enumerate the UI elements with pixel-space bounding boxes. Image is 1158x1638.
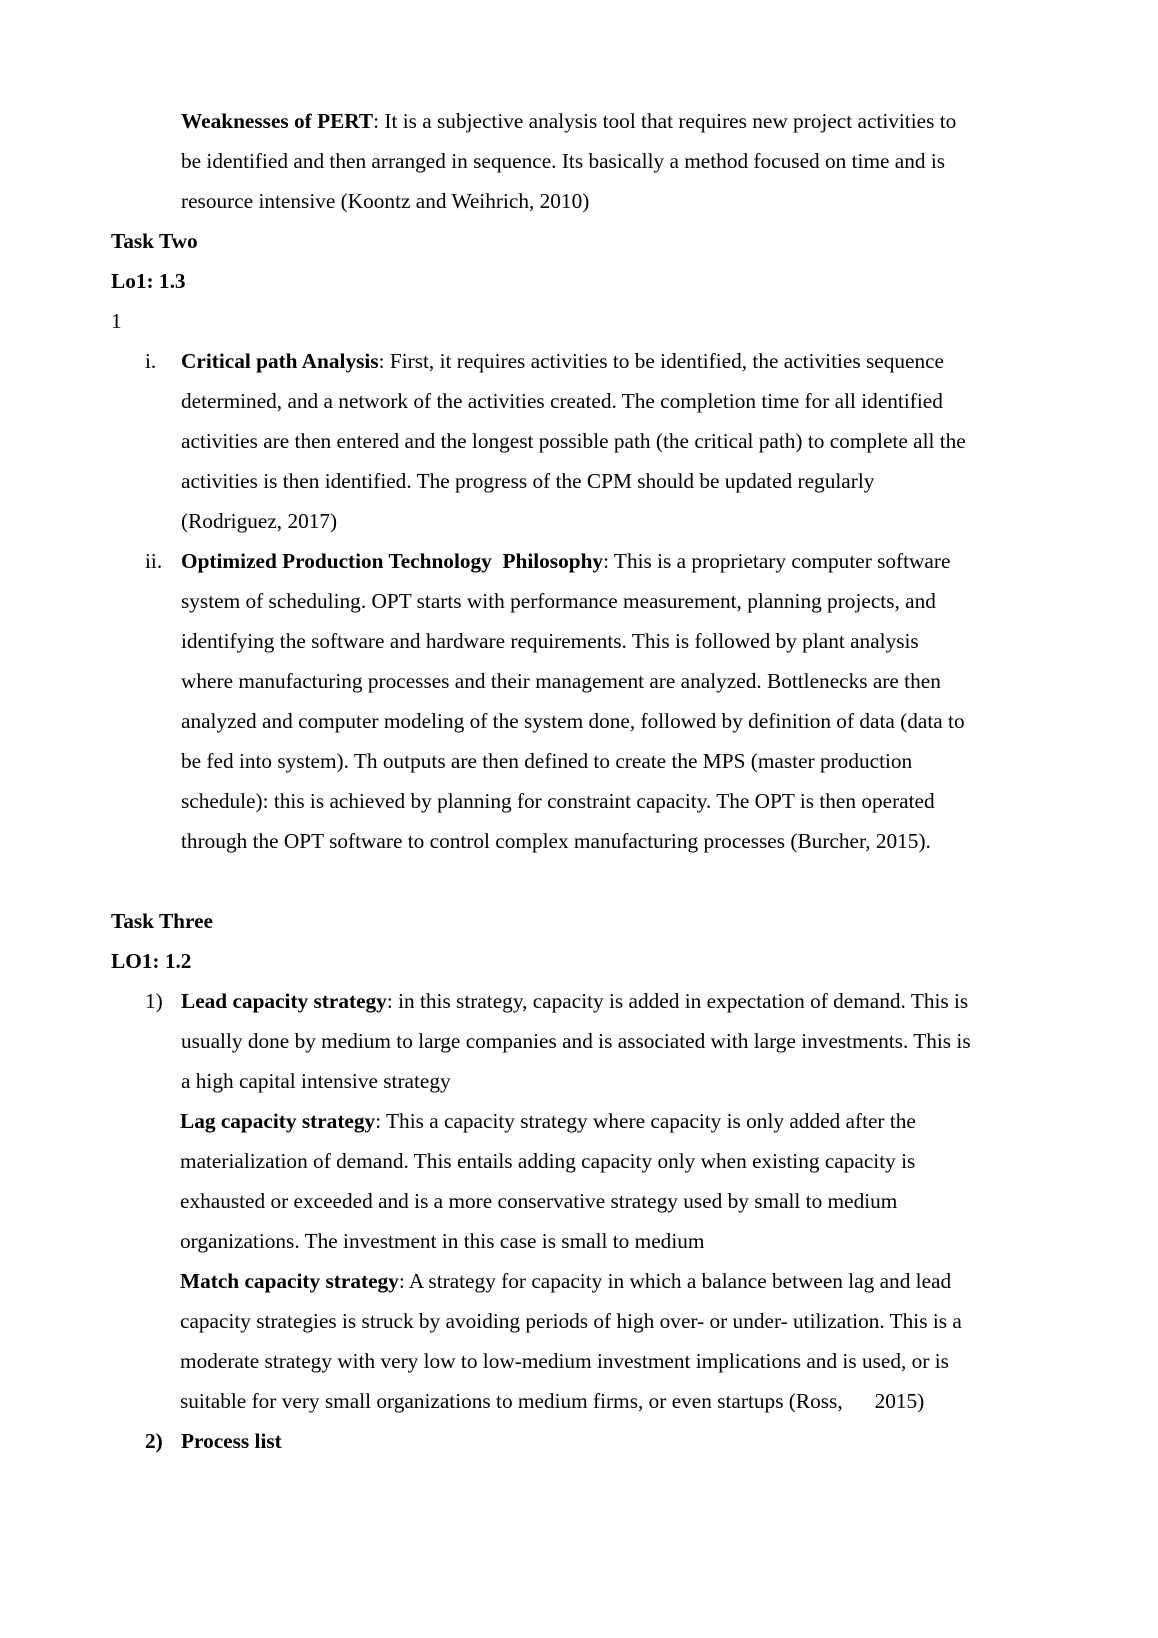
item-ii-line-5: analyzed and computer modeling of the system done, followed by definition of data (data to [181,709,965,733]
match-text-1: : A strategy for capacity in which a balance between lag and lead [398,1269,952,1293]
match-label: Match capacity strategy [180,1269,399,1293]
lead-label: Lead capacity strategy [181,989,387,1013]
item-i-label: Critical path Analysis [181,349,379,373]
task-three-lo-text: LO1: 1.2 [111,949,192,973]
item-1-marker: 1) [145,989,163,1013]
item-ii-line-1 [181,551,950,572]
pert-line-3: resource intensive (Koontz and Weihrich, 2010) [181,189,590,213]
match-line-1 [180,1271,951,1292]
item-i-marker: i. [145,349,157,373]
task-two-number: 1 [111,309,122,333]
lag-label: Lag capacity strategy [180,1109,376,1133]
task-two-lo [111,271,186,292]
item-ii-line-8: through the OPT software to control complex manufacturing processes (Burcher, 2015). [181,829,931,853]
item-i-text-1: : First, it requires activities to be identified, the activities sequence [378,349,945,373]
item-ii-line-7: schedule): this is achieved by planning for constraint capacity. The OPT is then operated [181,789,935,813]
item-i-line-2: determined, and a network of the activities created. The completion time for all identified [181,389,943,413]
lag-line-3: exhausted or exceeded and is a more conservative strategy used by small to medium [180,1189,898,1213]
item-ii-text-1: : This is a proprietary computer software [603,549,951,573]
lag-line-4: organizations. The investment in this case is small to medium [180,1229,705,1253]
pert-line-2: be identified and then arranged in sequence. Its basically a method focused on time and is [181,149,946,173]
item-i-line-1 [181,351,944,372]
item-ii-line-3: identifying the software and hardware requirements. This is followed by plant analysis [181,629,919,653]
process-list-label: Process list [181,1429,282,1453]
item-1-text-1: : in this strategy, capacity is added in expectation of demand. This is [386,989,969,1013]
item-1-line-3: a high capital intensive strategy [181,1069,451,1093]
item-2-marker-text: 2) [145,1429,163,1453]
item-ii-line-2: system of scheduling. OPT starts with performance measurement, planning projects, and [181,589,936,613]
task-two-heading-text: Task Two [111,229,198,253]
match-line-4: suitable for very small organizations to medium firms, or even startups (Ross, 2015) [180,1389,925,1413]
item-i-line-5: (Rodriguez, 2017) [181,509,338,533]
task-three-lo [111,951,191,972]
item-2-marker [145,1431,163,1452]
task-two-lo-text: Lo1: 1.3 [111,269,186,293]
match-line-3: moderate strategy with very low to low-medium investment implications and is used, or is [180,1349,949,1373]
lag-text-1: : This a capacity strategy where capacity is only added after the [375,1109,916,1133]
lag-line-1 [180,1111,916,1132]
pert-line-1 [181,111,956,132]
task-three-heading-text: Task Three [111,909,213,933]
match-line-2: capacity strategies is struck by avoiding periods of high over- or under- utilization. This is a [180,1309,962,1333]
item-2-line-1 [181,1431,282,1452]
task-two-heading [111,231,198,252]
pert-label: Weaknesses of PERT [181,109,374,133]
item-i-line-4: activities is then identified. The progress of the CPM should be updated regularly [181,469,875,493]
item-ii-label: Optimized Production Technology Philosophy [181,549,604,573]
task-three-heading [111,911,213,932]
item-1-line-2: usually done by medium to large companies and is associated with large investments. This is [181,1029,971,1053]
item-ii-marker: ii. [145,549,163,573]
item-i-line-3: activities are then entered and the longest possible path (the critical path) to complete all the [181,429,966,453]
item-ii-line-6: be fed into system). Th outputs are then defined to create the MPS (master production [181,749,913,773]
pert-text-1: : It is a subjective analysis tool that requires new project activities to [373,109,957,133]
lag-line-2: materialization of demand. This entails adding capacity only when existing capacity is [180,1149,916,1173]
item-1-line-1 [181,991,968,1012]
item-ii-line-4: where manufacturing processes and their management are analyzed. Bottlenecks are then [181,669,941,693]
